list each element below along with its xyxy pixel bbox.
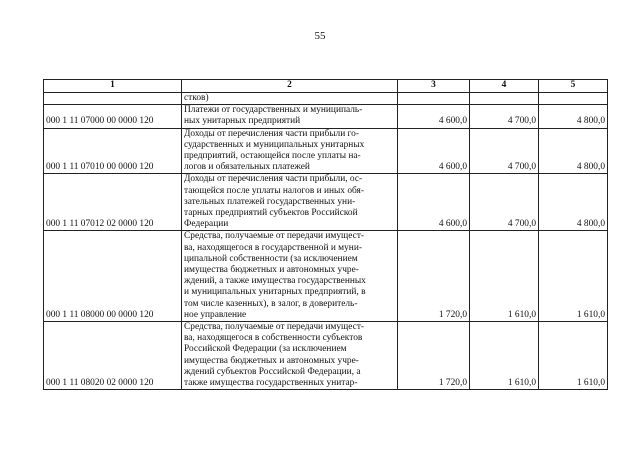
amount-year1-cell: 4 600,0 <box>398 105 470 128</box>
revenue-name-line: зательных платежей государственных уни- <box>184 196 356 207</box>
revenue-name-line: Российской Федерации (за исключением <box>184 344 347 355</box>
revenue-name-line: имущества бюджетных и автономных учре- <box>184 355 359 366</box>
revenue-name-line: Средства, получаемые от передачи имущест- <box>184 231 365 242</box>
revenue-name-cell <box>182 174 398 231</box>
amount-year1-cell: 1 720,0 <box>398 231 470 322</box>
budget-code-cell: 000 1 11 07012 02 0000 120 <box>44 174 182 231</box>
budget-code-cell: 000 1 11 07000 00 0000 120 <box>44 105 182 128</box>
revenue-name-cell <box>182 231 398 322</box>
revenue-name-line: том числе казенных), в залог, в доверитель- <box>184 298 358 309</box>
budget-code-cell: 000 1 11 08000 00 0000 120 <box>44 231 182 322</box>
revenue-name-line: ва, находящегося в собственности субъектов <box>184 333 363 344</box>
column-header-year1: 3 <box>398 80 470 93</box>
amount-year2-cell: 4 700,0 <box>470 128 539 174</box>
page-number: 55 <box>314 30 326 42</box>
revenue-name-line: тарных предприятий субъектов Российской <box>184 208 358 219</box>
revenue-name-line: ва, находящегося в государственной и муни- <box>184 242 362 253</box>
table-row <box>44 128 608 174</box>
revenue-name-line: стков) <box>184 93 209 103</box>
amount-year2-cell: 4 700,0 <box>470 174 539 231</box>
revenue-name-line: логов и обязательных платежей <box>184 162 310 173</box>
revenue-name-line: ных унитарных предприятий <box>184 116 301 127</box>
revenue-name-cell <box>182 105 398 128</box>
amount-year2-cell <box>470 93 539 105</box>
revenue-name-line: Средства, получаемые от передачи имущест- <box>184 322 365 333</box>
revenue-name-line: ждений, а также имущества государственных <box>184 276 366 287</box>
revenue-name-line: предприятий, остающейся после уплаты на- <box>184 151 361 162</box>
amount-year1-cell: 4 600,0 <box>398 128 470 174</box>
table-row <box>44 174 608 231</box>
amount-year1-cell <box>398 93 470 105</box>
revenue-name-line: ждений субъектов Российской Федерации, а <box>184 366 361 377</box>
table-body <box>44 93 608 390</box>
revenue-name-line: также имущества государственных унитар- <box>184 378 358 389</box>
revenue-name-line: тающейся после уплаты налогов и иных обя- <box>184 185 364 196</box>
table-row <box>44 93 608 105</box>
column-header-code: 1 <box>44 80 182 93</box>
table-row <box>44 105 608 128</box>
table-row <box>44 231 608 322</box>
amount-year2-cell: 1 610,0 <box>470 231 539 322</box>
amount-year2-cell: 4 700,0 <box>470 105 539 128</box>
column-header-year3: 5 <box>539 80 608 93</box>
amount-year1-cell: 1 720,0 <box>398 322 470 390</box>
amount-year3-cell <box>539 93 608 105</box>
table-row <box>44 322 608 390</box>
amount-year1-cell: 4 600,0 <box>398 174 470 231</box>
revenue-name-cell <box>182 93 398 105</box>
revenue-name-line: Платежи от государственных и муниципаль- <box>184 105 363 116</box>
revenue-name-cell <box>182 128 398 174</box>
revenue-name-line: сударственных и муниципальных унитарных <box>184 139 365 150</box>
amount-year3-cell: 4 800,0 <box>539 105 608 128</box>
column-header-name: 2 <box>182 80 398 93</box>
revenue-name-line: и муниципальных унитарных предприятий, в <box>184 287 366 298</box>
revenue-name-line: Федерации <box>184 219 229 230</box>
table-header-row <box>44 80 608 93</box>
budget-table <box>43 79 608 390</box>
budget-code-cell: 000 1 11 08020 02 0000 120 <box>44 322 182 390</box>
amount-year3-cell: 4 800,0 <box>539 174 608 231</box>
amount-year3-cell: 1 610,0 <box>539 231 608 322</box>
amount-year3-cell: 4 800,0 <box>539 128 608 174</box>
revenue-name-line: Доходы от перечисления части прибыли, ос- <box>184 174 363 185</box>
revenue-name-line: ципальной собственности (за исключением <box>184 253 358 264</box>
revenue-name-cell <box>182 322 398 390</box>
budget-code-cell: 000 1 11 07010 00 0000 120 <box>44 128 182 174</box>
revenue-name-line: Доходы от перечисления части прибыли го- <box>184 128 359 139</box>
budget-code-cell <box>44 93 182 105</box>
amount-year2-cell: 1 610,0 <box>470 322 539 390</box>
amount-year3-cell: 1 610,0 <box>539 322 608 390</box>
column-header-year2: 4 <box>470 80 539 93</box>
revenue-name-line: ное управление <box>184 309 247 320</box>
revenue-name-line: имущества бюджетных и автономных учре- <box>184 265 359 276</box>
